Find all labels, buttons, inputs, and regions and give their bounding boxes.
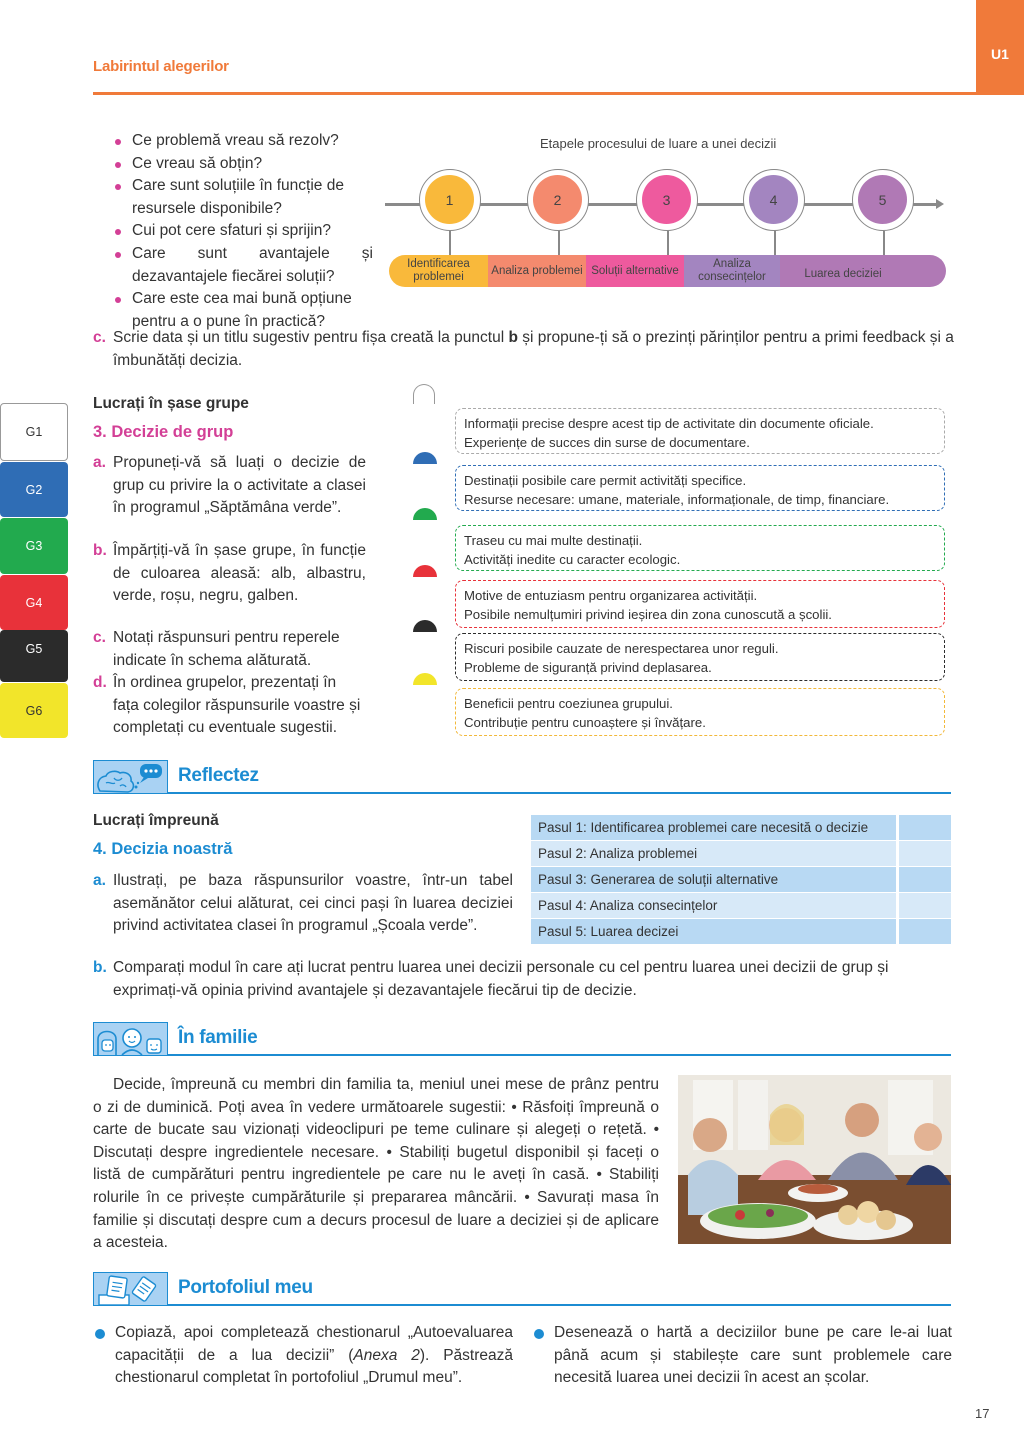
reflect-task-title: 4. Decizia noastră [93,840,233,858]
step-label-4: Analiza consecințelor [684,255,780,287]
table-blank-cell [896,815,951,841]
puzzle-knob [413,384,435,404]
table-row: Pasul 4: Analiza consecințelor [531,893,951,919]
question-item: Care este cea mai bună opțiune pentru a o pune în practică? [113,288,373,333]
step-stem [449,231,451,255]
puzzle-piece-g1: G1 [0,403,68,461]
puzzle-card-g2: Destinații posibile care permit activități specifice. Resurse necesare: umane, materiale, informaționale, de timp, financiare. [455,465,945,511]
step-label-bar [389,255,946,287]
decision-steps-table [531,815,951,945]
group-item-b: b. Împărțiți-vă în șase grupe, în funcție de culoarea aleasă: alb, albastru, verde, roșu, negru, galben. [93,542,366,605]
question-item: Care sunt soluțiile în funcție de resursele disponibile? [113,175,373,220]
puzzle-knob [413,508,437,520]
step-circle-2: 2 [527,169,589,231]
step-label-3: Soluții alternative [586,255,684,287]
reflect-item-b: b. Comparați modul în care ați lucrat pentru luarea unei decizii personale cu cel pentru luarea unei decizii de grup și exprimați-vă opinia privind avantajele și dezavantajele fiecărui tip de decizie. [93,959,889,999]
table-row: Pasul 1: Identificarea problemei care necesită o decizie [531,815,951,841]
step-stem [774,231,776,255]
puzzle-knob [413,565,437,577]
step-label-1: Identificarea problemei [389,255,488,287]
reflect-item-a: a. Ilustrați, pe baza răspunsurilor voastre, într-un tabel asemănător celui alăturat, cei cinci pași în luarea deciziei privind activitatea clasei în programul „Școala verde”. [93,872,513,935]
puzzle-card-g6: Beneficii pentru coeziunea grupului. Contribuție pentru cunoaștere și învățare. [455,688,945,736]
puzzle-piece-g4: G4 [0,575,68,630]
question-item: Ce vreau să obțin? [113,153,373,176]
group-task-title: 3. Decizie de grup [93,423,234,441]
question-item: Care sunt avantajele și dezavantajele fiecărei soluții? [113,243,373,288]
group-item-a: a. Propuneți-vă să luați o decizie de grup cu privire la o activitate a clasei în programul „Săptămâna verde”. [93,454,366,517]
table-blank-cell [896,867,951,893]
table-row: Pasul 3: Generarea de soluții alternative [531,867,951,893]
step-label-2: Analiza problemei [488,255,586,287]
section-header-portfolio [93,1272,951,1306]
step-circle-4: 4 [743,169,805,231]
puzzle-knob [413,620,437,632]
puzzle-knob [413,452,437,464]
family-paragraph: Decide, împreună cu membri din familia ta, meniul unei mese de prânz pentru o zi de duminică. Poți avea în vedere următoarele sugestii: • Răsfoiți împreună o carte de bucate sau vizionați videoclipuri pe teme culinare și alegeți o rețetă. • Discutați despre ingredientele necesare. • Stabiliți bugetul disponibil și faceți o listă de cumpărături pentru ingredientele pe care nu le aveți în casă. • Stabiliți rolurile în ce privește cumpărăturile și prepararea mâncării. • Savurați masa în familie și discutați despre cum a decurs procesul de luare a deciziei și de aplicare a acesteia. [93,1076,659,1252]
puzzle-piece-g3: G3 [0,518,68,574]
task-item-c: c. Scrie data și un titlu sugestiv pentru fișa creată la punctul b și propune-ți să o prezinți părinților pentru a primi feedback și a îmbunătăți decizia. [93,329,954,369]
family-faces-icon [93,1022,168,1055]
section-title-family: În familie [178,1027,258,1048]
step-stem [883,231,885,255]
step-stem [667,231,669,255]
table-blank-cell [896,893,951,919]
documents-folder-icon [93,1272,168,1305]
group-item-d: d. În ordinea grupelor, prezentați în fața colegilor răspunsurile voastre și completați cu eventuale sugestii. [93,674,361,737]
diagram-title: Etapele procesului de luare a unei decizii [540,136,777,151]
table-blank-cell [896,919,951,945]
puzzle-card-g1: Informații precise despre acest tip de activitate din documente oficiale. Experiențe de succes din surse de documentare. [455,408,945,454]
table-row: Pasul 5: Luarea decizei [531,919,951,945]
step-label-5: Luarea deciziei [780,255,946,287]
puzzle-card-g4: Motive de entuziasm pentru organizarea activității. Posibile nemulțumiri privind ieșirea din zona cunoscută a școlii. [455,580,945,628]
brain-thought-icon [93,760,168,793]
page-number: 17 [975,1406,990,1421]
question-list [113,130,373,333]
unit-label: U1 [991,46,1009,62]
table-row: Pasul 2: Analiza problemei [531,841,951,867]
section-header-reflect [93,760,951,794]
header-rule [93,92,976,95]
step-circle-5: 5 [852,169,914,231]
item-letter: c. [93,329,106,346]
table-blank-cell [896,841,951,867]
puzzle-piece-g6: G6 [0,683,68,738]
step-circle-1: 1 [419,169,481,231]
unit-tab [976,0,1024,95]
section-title-portfolio: Portofoliul meu [178,1277,313,1298]
portfolio-item: Copiază, apoi completează chestionarul „Autoevaluarea capacității de a lua decizii” (Anexa 2). Păstrează chestionarul completat în portofoliul „Drumul meu”. [95,1322,513,1390]
running-title: Labirintul alegerilor [93,58,229,75]
puzzle-card-g3: Traseu cu mai multe destinații. Activități inedite cu caracter ecologic. [455,525,945,571]
step-stem [558,231,560,255]
portfolio-item: Desenează o hartă a deciziilor bune pe care le-ai luat până acum și stabilește care sunt problemele care necesită luarea unei decizii în acest an școlar. [534,1322,952,1390]
group-subheading: Lucrați în șase grupe [93,395,249,412]
question-item: Cui pot cere sfaturi și sprijin? [113,220,373,243]
section-title-reflect: Reflectez [178,765,259,786]
question-item: Ce problemă vreau să rezolv? [113,130,373,153]
reflect-subheading: Lucrați împreună [93,812,219,829]
arrow-right-icon [936,199,944,209]
puzzle-notch [413,727,437,739]
step-circle-3: 3 [636,169,698,231]
puzzle-card-g5: Riscuri posibile cauzate de nerespectarea unor reguli. Probleme de siguranță privind deplasarea. [455,633,945,681]
section-header-family [93,1022,951,1056]
puzzle-knob [413,673,437,685]
puzzle-piece-g5: G5 [0,630,68,682]
family-dinner-photo [678,1075,951,1244]
group-item-c: c. Notați răspunsuri pentru reperele indicate în schema alăturată. [93,629,340,669]
puzzle-piece-g2: G2 [0,462,68,517]
